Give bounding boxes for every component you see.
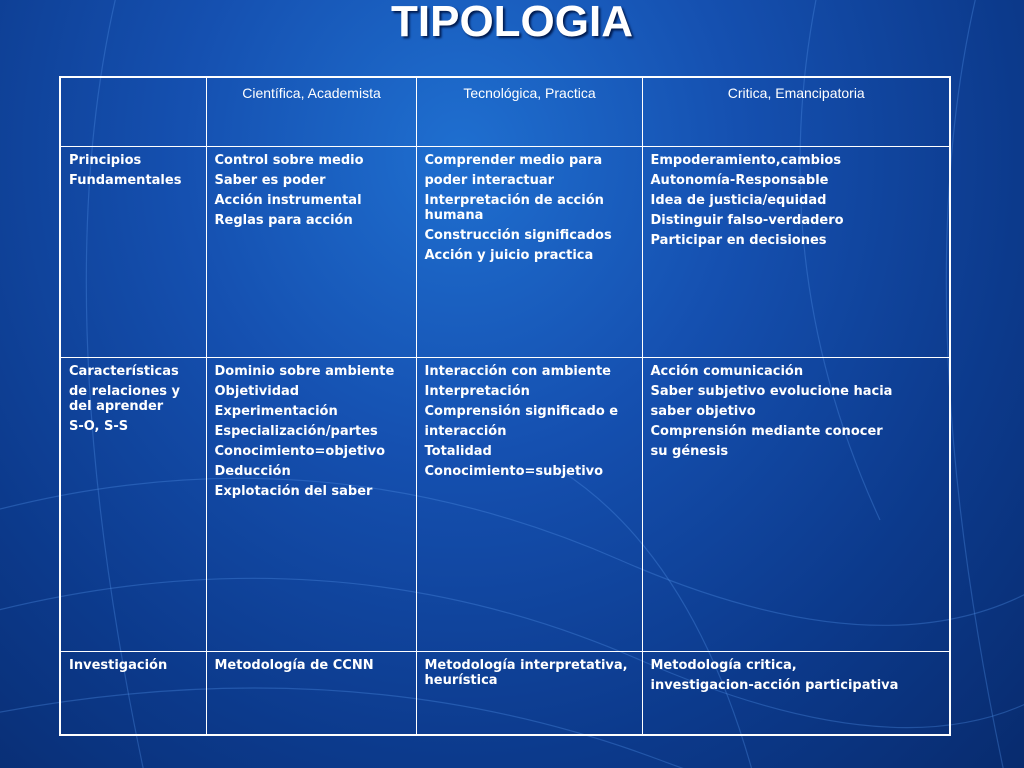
cell-line: Comprender medio para (424, 152, 603, 168)
cell-line: Construcción significados (424, 227, 612, 243)
cell-line: su génesis (650, 443, 729, 459)
cell-line: saber objetivo (650, 403, 756, 419)
row-label-cell (60, 651, 206, 735)
cell-line: Reglas para acción (214, 212, 353, 228)
cell-line: Objetividad (214, 383, 300, 399)
cell-critica (642, 651, 950, 735)
header-cell-critica: Critica, Emancipatoria (642, 77, 950, 146)
row-label-line: S-O, S-S (69, 418, 129, 434)
principios-row (60, 146, 950, 357)
slide-title: TIPOLOGIA (391, 0, 633, 46)
cell-line: Interpretación (424, 383, 530, 399)
cell-critica (642, 357, 950, 651)
cell-line: Control sobre medio (214, 152, 364, 168)
cell-line: Interacción con ambiente (424, 363, 611, 379)
cell-line: Distinguir falso-verdadero (650, 212, 844, 228)
cell-cientifica (206, 146, 416, 357)
cell-line: investigacion-acción participativa (650, 677, 899, 693)
cell-line: Totalidad (424, 443, 492, 459)
typology-table (59, 76, 951, 736)
cell-line: Acción comunicación (650, 363, 804, 379)
cell-line: Dominio sobre ambiente (214, 363, 395, 379)
cell-line: Deducción (214, 463, 291, 479)
row-label-cell (60, 146, 206, 357)
cell-line: Idea de justicia/equidad (650, 192, 827, 208)
table-header-row (60, 77, 950, 146)
cell-line: Interpretación de acción humana (424, 192, 604, 223)
cell-tecnologica (416, 651, 642, 735)
cell-line: Empoderamiento,cambios (650, 152, 842, 168)
cell-line: Acción y juicio practica (424, 247, 594, 263)
cell-line: Autonomía-Responsable (650, 172, 829, 188)
row-label-cell (60, 357, 206, 651)
cell-critica (642, 146, 950, 357)
cell-tecnologica (416, 357, 642, 651)
cell-line: Conocimiento=subjetivo (424, 463, 604, 479)
cell-line: Saber es poder (214, 172, 326, 188)
cell-line: Participar en decisiones (650, 232, 827, 248)
row-label-line: de relaciones y del aprender (69, 383, 181, 414)
caracteristicas-row (60, 357, 950, 651)
cell-line: Metodología interpretativa, heurística (424, 657, 628, 688)
row-label-line: Características (69, 363, 179, 379)
cell-line: Conocimiento=objetivo (214, 443, 386, 459)
row-label-line: Investigación (69, 657, 168, 673)
cell-line: Explotación del saber (214, 483, 373, 499)
cell-line: Metodología de CCNN (214, 657, 374, 673)
cell-line: Comprensión mediante conocer (650, 423, 883, 439)
cell-line: Experimentación (214, 403, 338, 419)
cell-cientifica (206, 357, 416, 651)
cell-line: Comprensión significado e (424, 403, 619, 419)
header-cell-empty (60, 77, 206, 146)
cell-line: Acción instrumental (214, 192, 362, 208)
cell-cientifica (206, 651, 416, 735)
cell-line: Especialización/partes (214, 423, 378, 439)
header-cell-cientifica: Científica, Academista (206, 77, 416, 146)
investigacion-row (60, 651, 950, 735)
cell-line: poder interactuar (424, 172, 555, 188)
cell-line: Metodología critica, (650, 657, 797, 673)
cell-line: interacción (424, 423, 507, 439)
header-cell-tecnologica: Tecnológica, Practica (416, 77, 642, 146)
cell-tecnologica (416, 146, 642, 357)
row-label-line: Fundamentales (69, 172, 182, 188)
cell-line: Saber subjetivo evolucione hacia (650, 383, 893, 399)
row-label-line: Principios (69, 152, 142, 168)
